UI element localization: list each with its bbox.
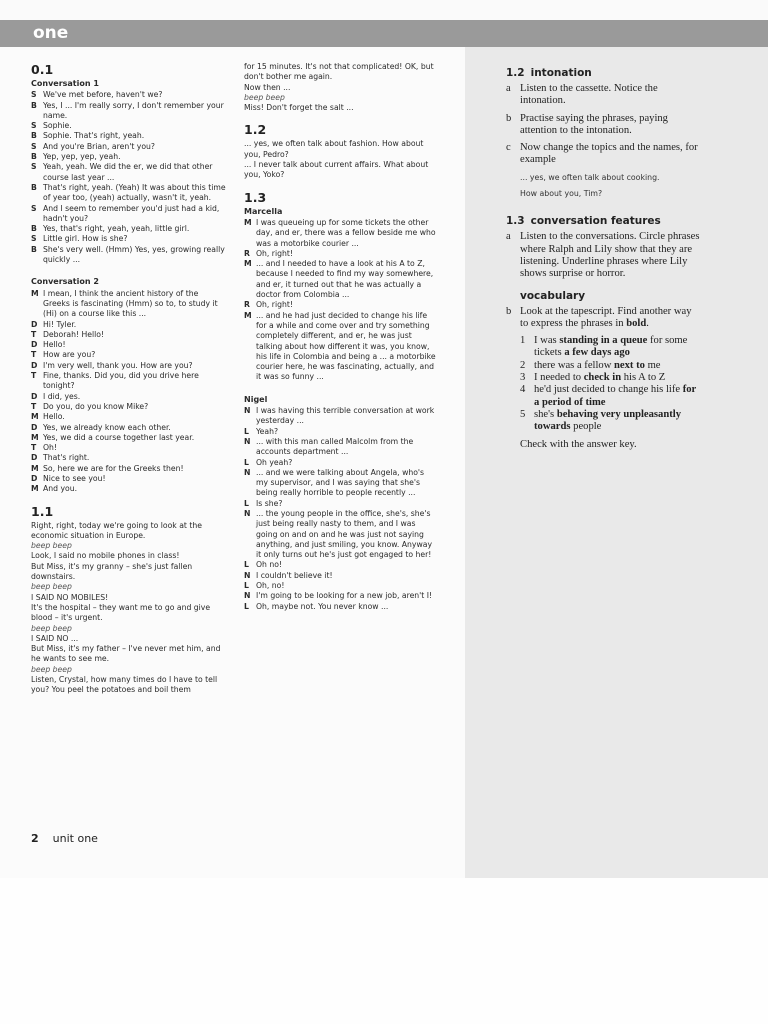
- example-line: How about you, Tim?: [520, 189, 603, 199]
- unit-title: one: [33, 23, 69, 43]
- dialogue-text: Little girl. How is she?: [43, 234, 128, 244]
- item-text: [534, 360, 661, 372]
- item-text-plain: he'd just decided to change his life: [534, 384, 683, 396]
- speaker-label: N: [244, 570, 251, 580]
- exercise-item-1-3a: a Listen to the conversations. Circle phrases where Ralph and Lily show that they are listening. Underline phrases where Lily shows surprise or horror.: [506, 231, 700, 280]
- item-text-bold: a few days ago: [564, 347, 630, 359]
- dialogue-text: Nice to see you!: [43, 473, 106, 483]
- dialogue-text: Deborah! Hello!: [43, 329, 105, 339]
- vocabulary-item: [520, 360, 702, 372]
- speaker-label: L: [244, 601, 249, 611]
- dialogue-text: How are you?: [43, 350, 96, 360]
- dialogue-text: I'm going to be looking for a new job, aren't I!: [256, 591, 433, 601]
- dialogue-text: I was having this terrible conversation at work yesterday ...: [256, 406, 435, 426]
- transcript-line: But Miss, it's my father – I've never met him, and he wants to see me.: [31, 644, 221, 664]
- dialogue-text: And I seem to remember you'd just had a kid, hadn't you?: [43, 203, 220, 223]
- item-text: [534, 372, 665, 384]
- conversation-heading: Conversation 1: [31, 79, 99, 88]
- speaker-label: S: [31, 162, 37, 172]
- item-text-plain: me: [644, 359, 661, 371]
- speaker-label: M: [244, 259, 252, 269]
- dialogue-line: [31, 121, 226, 131]
- page-number: 2: [31, 832, 39, 845]
- dialogue-line: [31, 443, 226, 453]
- dialogue-line: [31, 340, 226, 350]
- dialogue-line: [31, 350, 226, 360]
- dialogue-text: ... with this man called Malcolm from the accounts department ...: [256, 436, 414, 457]
- dialogue-text: ... and he had just decided to change his life for a while and come over and try something completely different, and er, he was just talking about how different it was, you know, his life in Colombia and being a ... a motorbike courier here, he was fascinating, actually, and it was so funny ...: [256, 310, 436, 382]
- dialogue-line: [244, 509, 438, 560]
- speaker-label: D: [31, 340, 38, 350]
- vocabulary-item: [520, 335, 702, 360]
- dialogue-text: Oh yeah?: [256, 457, 293, 467]
- dialogue-text: Yeah?: [256, 426, 279, 436]
- dialogue-text: Yes, I ... I'm really sorry, I don't remember your name.: [43, 100, 224, 120]
- dialogue-line: [31, 423, 226, 433]
- transcript-line: ... I never talk about current affairs. What about you, Yoko?: [244, 160, 429, 180]
- item-number: 3: [520, 372, 526, 384]
- item-text-bold: standing in a queue: [559, 335, 648, 347]
- item-text-bold: next to: [614, 359, 645, 371]
- dialogue-text: Oh no!: [256, 560, 283, 570]
- speaker-label: M: [31, 432, 39, 442]
- conversation-heading: Marcella: [244, 206, 283, 216]
- section-number: 0.1: [31, 62, 54, 77]
- dialogue-line: [31, 224, 226, 234]
- dialogue-line: [31, 474, 226, 484]
- item-text: [534, 409, 702, 434]
- speaker-label: D: [31, 453, 38, 463]
- speaker-label: S: [31, 234, 37, 244]
- speaker-label: D: [31, 319, 38, 329]
- speaker-label: B: [31, 244, 37, 254]
- speaker-label: M: [31, 412, 39, 422]
- dialogue-text: Hello!: [43, 340, 66, 350]
- item-number: 4: [520, 384, 526, 396]
- dialogue-line: [31, 320, 226, 330]
- dialogue-text: I mean, I think the ancient history of the Greeks is fascinating (Hmm) so to, to study it (Hi) on a course like this ...: [43, 288, 218, 319]
- speaker-label: M: [31, 288, 39, 298]
- dialogue-text: I was queueing up for some tickets the other day, and er, there was a fellow beside me who was a motorbike courier ...: [256, 217, 436, 248]
- transcript-line: Right, right, today we're going to look at the economic situation in Europe.: [31, 520, 202, 540]
- dialogue-text: I'm very well, thank you. How are you?: [43, 360, 193, 370]
- speaker-label: M: [244, 217, 252, 227]
- dialogue-line: [244, 560, 438, 570]
- transcript-line: Listen, Crystal, how many times do I have to tell you? You peel the potatoes and boil them: [31, 675, 218, 695]
- dialogue-text: That's right, yeah. (Yeah) It was about this time of year too, (yeah) actually, wasn't it, yeah.: [43, 182, 226, 203]
- dialogue-line: [244, 311, 438, 383]
- scan-margin: [0, 878, 768, 1024]
- exercise-item-1-3b: b Look at the tapescript. Find another way to express the phrases in bold.: [506, 305, 692, 329]
- item-text: [534, 384, 702, 409]
- speaker-label: N: [244, 591, 251, 601]
- dialogue-line: [31, 330, 226, 340]
- speaker-label: D: [31, 473, 38, 483]
- dialogue-text: She's very well. (Hmm) Yes, yes, growing really quickly ...: [43, 244, 225, 265]
- dialogue-text: We've met before, haven't we?: [43, 90, 163, 100]
- dialogue-line: [31, 484, 226, 494]
- speaker-label: L: [244, 426, 249, 436]
- speaker-label: T: [31, 371, 37, 381]
- item-text-bold: behaving very unpleasantly towards: [534, 408, 682, 433]
- dialogue-line: [244, 218, 438, 249]
- speaker-label: B: [31, 100, 37, 110]
- conversation-heading: Nigel: [244, 394, 268, 404]
- speaker-label: M: [31, 484, 39, 494]
- transcript-line: Miss! Don't forget the salt ...: [244, 103, 354, 113]
- dialogue-line: [244, 499, 438, 509]
- speaker-label: S: [31, 141, 37, 151]
- dialogue-text: And you're Brian, aren't you?: [43, 141, 155, 151]
- dialogue-text: And you.: [43, 484, 78, 494]
- speaker-label: T: [31, 401, 37, 411]
- speaker-label: B: [31, 182, 37, 192]
- dialogue-line: [31, 371, 226, 392]
- vocabulary-heading: vocabulary: [520, 289, 586, 302]
- dialogue-text: Do you, do you know Mike?: [43, 401, 149, 411]
- dialogue-text: Oh, no!: [256, 581, 285, 591]
- dialogue-line: [31, 289, 226, 320]
- transcript-line: Look, I said no mobile phones in class!: [31, 551, 180, 561]
- dialogue-line: [31, 90, 226, 100]
- dialogue-text: Oh!: [43, 443, 58, 453]
- speaker-label: S: [31, 121, 37, 131]
- dialogue-text: ... and we were talking about Angela, who's my supervisor, and I was saying that she's being really horrible to people recently ...: [256, 467, 425, 498]
- speaker-label: T: [31, 443, 37, 453]
- exercise-item-1-2b: b Practise saying the phrases, paying attention to the intonation.: [506, 112, 668, 136]
- item-text-plain: I needed to: [534, 372, 584, 384]
- speaker-label: N: [244, 508, 251, 518]
- speaker-label: R: [244, 300, 250, 310]
- transcript-line: I SAID NO MOBILES!: [31, 592, 109, 602]
- dialogue-line: [31, 245, 226, 266]
- section-number: 1.2: [244, 122, 267, 138]
- section-number: 1.3: [244, 189, 267, 205]
- page-footer: [31, 832, 98, 845]
- tapescript-column-left: [31, 62, 226, 696]
- speaker-label: S: [31, 90, 37, 100]
- speaker-label: M: [244, 310, 252, 320]
- vocabulary-item: [520, 409, 702, 434]
- speaker-label: D: [31, 422, 38, 432]
- dialogue-line: [244, 468, 438, 499]
- speaker-label: D: [31, 391, 38, 401]
- dialogue-line: [31, 392, 226, 402]
- dialogue-line: [31, 162, 226, 183]
- speaker-label: L: [244, 581, 249, 591]
- dialogue-text: Yes, that's right, yeah, yeah, little girl.: [43, 224, 190, 234]
- dialogue-line: [244, 591, 438, 601]
- transcript-line: Now then ...: [244, 82, 291, 92]
- item-text-plain: she's: [534, 408, 557, 420]
- transcript-line: ... yes, we often talk about fashion. How about you, Pedro?: [244, 139, 424, 159]
- dialogue-line: [31, 183, 226, 204]
- item-text-plain: there was a fellow: [534, 359, 615, 371]
- speaker-label: L: [244, 457, 249, 467]
- transcript-line: But Miss, it's my granny – she's just fallen downstairs.: [31, 561, 193, 582]
- sound-effect: beep beep: [31, 623, 72, 633]
- dialogue-line: [244, 581, 438, 591]
- dialogue-text: Hello.: [43, 412, 65, 422]
- dialogue-line: [31, 204, 226, 225]
- dialogue-text: Yeah, yeah. We did the er, we did that other course last year ...: [43, 162, 213, 182]
- dialogue-text: Yep, yep, yep, yeah.: [43, 152, 121, 162]
- dialogue-text: Sophie.: [43, 121, 72, 131]
- item-text-plain: I was: [534, 335, 560, 347]
- sound-effect: beep beep: [31, 664, 72, 674]
- dialogue-text: Oh, right!: [256, 248, 293, 258]
- dialogue-text: Oh, right!: [256, 300, 293, 310]
- item-text-bold: for a period of time: [534, 384, 697, 408]
- exercise-item-1-2c: c Now change the topics and the names, for example: [506, 142, 698, 166]
- speaker-label: B: [31, 131, 37, 141]
- speaker-label: N: [244, 467, 251, 477]
- vocabulary-item: [520, 384, 702, 409]
- dialogue-line: [244, 571, 438, 581]
- tapescript-column-middle: [244, 62, 438, 612]
- dialogue-line: [31, 453, 226, 463]
- dialogue-text: Yes, we did a course together last year.: [43, 432, 195, 442]
- vocabulary-list: [520, 335, 702, 433]
- conversation-heading: Conversation 2: [31, 277, 99, 287]
- sound-effect: beep beep: [31, 541, 72, 551]
- dialogue-line: [244, 602, 438, 612]
- dialogue-line: [31, 152, 226, 162]
- sound-effect: beep beep: [31, 582, 72, 592]
- dialogue-line: [244, 406, 438, 427]
- speaker-label: T: [31, 350, 37, 360]
- dialogue-text: Is she?: [256, 498, 283, 508]
- speaker-label: R: [244, 248, 250, 258]
- speaker-label: N: [244, 406, 251, 416]
- section-number: 1.1: [31, 503, 54, 519]
- dialogue-text: ... and I needed to have a look at his A to Z, because I needed to find my way somewhere, and er, it turned out that he was actually a doctor from Colombia ...: [256, 259, 434, 300]
- dialogue-line: [31, 433, 226, 443]
- unit-header-bar: [0, 20, 768, 47]
- dialogue-line: [244, 437, 438, 458]
- dialogue-line: [244, 300, 438, 310]
- dialogue-line: [31, 412, 226, 422]
- dialogue-line: [244, 427, 438, 437]
- speaker-label: L: [244, 498, 249, 508]
- dialogue-text: Hi! Tyler.: [43, 319, 77, 329]
- speaker-label: D: [31, 360, 38, 370]
- dialogue-text: Fine, thanks. Did you, did you drive here tonight?: [43, 371, 199, 391]
- item-number: 5: [520, 408, 526, 420]
- dialogue-text: I did, yes.: [43, 391, 81, 401]
- dialogue-line: [31, 101, 226, 122]
- dialogue-line: [31, 142, 226, 152]
- item-text-plain: for some tickets: [534, 335, 688, 359]
- section-heading-1-3: 1.3 conversation features: [506, 215, 661, 228]
- sound-effect: beep beep: [244, 92, 285, 102]
- dialogue-text: So, here we are for the Greeks then!: [43, 463, 184, 473]
- speaker-label: N: [244, 436, 251, 446]
- speaker-label: T: [31, 329, 37, 339]
- speaker-label: B: [31, 152, 37, 162]
- speaker-label: M: [31, 463, 39, 473]
- transcript-line: It's the hospital – they want me to go and give blood – it's urgent.: [31, 602, 211, 623]
- example-line: ... yes, we often talk about cooking.: [520, 172, 660, 182]
- dialogue-text: ... the young people in the office, she's, she's just being really nasty to them, and I was going on and on and he was just not saying anything, and just smiling, you know. Anyway it only turns out he's just got engaged to her!: [256, 508, 433, 560]
- unit-label: unit one: [52, 832, 98, 845]
- exercise-column: [506, 66, 702, 451]
- speaker-label: B: [31, 224, 37, 234]
- dialogue-text: Sophie. That's right, yeah.: [43, 131, 145, 141]
- item-text-bold: check in: [583, 372, 622, 384]
- dialogue-line: [244, 249, 438, 259]
- item-text-plain: his A to Z: [621, 372, 666, 384]
- exercise-item-1-2a: a Listen to the cassette. Notice the intonation.: [506, 83, 658, 107]
- dialogue-line: [31, 402, 226, 412]
- check-instruction: Check with the answer key.: [520, 438, 637, 450]
- section-heading-1-2: 1.2 intonation: [506, 67, 592, 79]
- dialogue-line: [31, 131, 226, 141]
- dialogue-line: [244, 458, 438, 468]
- speaker-label: L: [244, 560, 249, 570]
- vocabulary-item: [520, 372, 702, 384]
- dialogue-text: That's right.: [43, 453, 90, 463]
- transcript-line: for 15 minutes. It's not that complicated! OK, but don't bother me again.: [244, 62, 434, 82]
- dialogue-line: [31, 361, 226, 371]
- item-text: [534, 335, 702, 360]
- dialogue-text: Oh, maybe not. You never know ...: [256, 601, 389, 611]
- dialogue-text: Yes, we already know each other.: [43, 422, 171, 432]
- dialogue-line: [31, 234, 226, 244]
- speaker-label: S: [31, 203, 37, 213]
- dialogue-line: [31, 464, 226, 474]
- dialogue-line: [244, 259, 438, 300]
- dialogue-text: I couldn't believe it!: [256, 570, 333, 580]
- item-number: 1: [520, 335, 526, 347]
- transcript-line: I SAID NO ...: [31, 633, 79, 643]
- item-text-plain: people: [570, 421, 602, 433]
- item-number: 2: [520, 359, 526, 371]
